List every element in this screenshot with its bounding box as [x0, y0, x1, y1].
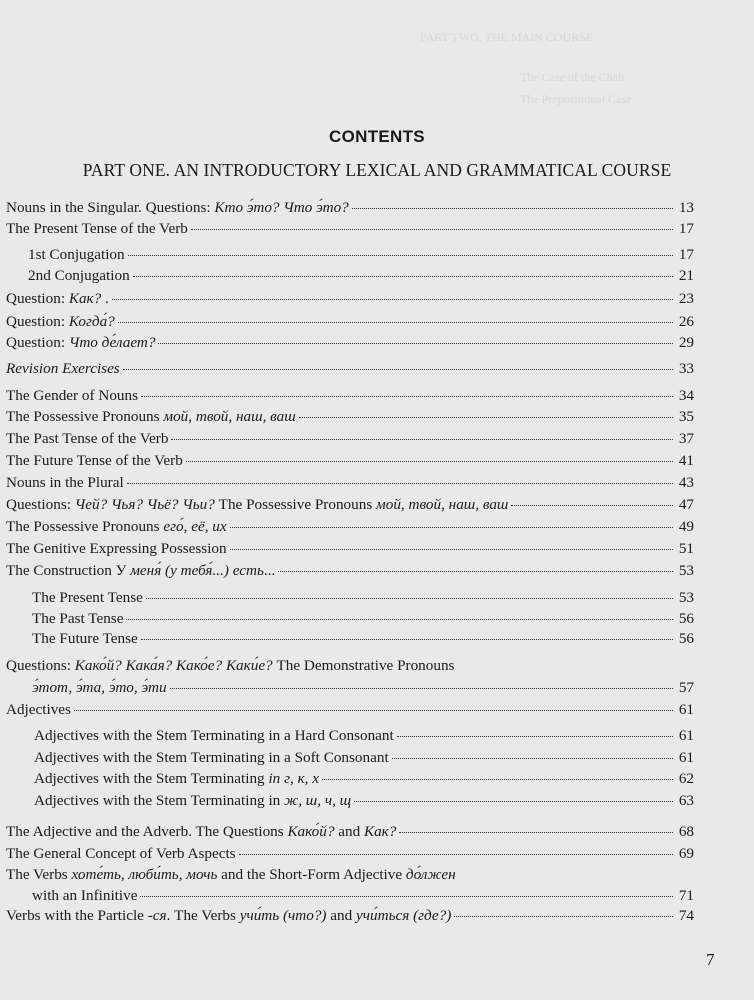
leader-dots	[299, 416, 673, 418]
toc-page-number: 47	[678, 496, 694, 513]
toc-entry-title: Adjectives with the Stem Terminating in a Hard Consonant	[34, 727, 394, 744]
toc-entry-title: The Construction У меня́ (у тебя́...) есть...	[6, 562, 276, 579]
leader-dots	[191, 228, 673, 230]
toc-entry[interactable]	[6, 474, 694, 492]
toc-subentry[interactable]	[34, 770, 694, 788]
toc-page-number: 63	[678, 792, 694, 809]
toc-entry-title: The Genitive Expressing Possession	[6, 540, 227, 557]
leader-dots	[74, 709, 673, 711]
leader-dots	[112, 298, 673, 300]
toc-page-number: 56	[678, 630, 694, 647]
leader-dots	[141, 638, 673, 640]
leader-dots	[239, 853, 673, 855]
toc-entry-title: Questions: Чей? Чья? Чьё? Чьи? The Possessive Pronouns мой, твой, наш, ваш	[6, 496, 509, 513]
toc-page-number: 53	[678, 589, 694, 606]
leader-dots	[128, 254, 673, 256]
toc-page-number: 41	[678, 452, 694, 469]
toc-entry-title: Question: Как? .	[6, 290, 109, 307]
toc-entry[interactable]	[6, 701, 694, 719]
toc-entry[interactable]	[6, 518, 694, 536]
toc-page-number: 26	[678, 313, 694, 330]
toc-page-number: 62	[678, 770, 694, 787]
leader-dots	[454, 915, 673, 917]
toc-page-number: 29	[678, 334, 694, 351]
toc-entry-title: Adjectives	[6, 701, 71, 718]
toc-subentry[interactable]	[28, 246, 694, 264]
toc-page-number: 17	[678, 220, 694, 237]
toc-entry-title: The Present Tense of the Verb	[6, 220, 188, 237]
leader-dots	[230, 526, 673, 528]
leader-dots	[158, 342, 673, 344]
toc-entry[interactable]	[6, 540, 694, 558]
toc-entry-title: The Past Tense	[32, 610, 124, 627]
toc-entry[interactable]	[6, 199, 694, 217]
toc-page-number: 53	[678, 562, 694, 579]
leader-dots	[397, 735, 673, 737]
toc-page-number: 33	[678, 360, 694, 377]
toc-subentry[interactable]	[34, 749, 694, 767]
toc-entry-title: Question: Что де́лает?	[6, 334, 156, 351]
toc-page-number: 68	[678, 823, 694, 840]
toc-entry-title: Adjectives with the Stem Terminating in ж, ш, ч, щ	[34, 792, 352, 809]
toc-entry[interactable]	[6, 907, 694, 925]
toc-subentry[interactable]	[34, 792, 694, 810]
toc-entry-title: The Past Tense of the Verb	[6, 430, 169, 447]
toc-page-number: 37	[678, 430, 694, 447]
bleed-through-line: The Case of the Chair	[520, 70, 626, 84]
toc-entry-title: The General Concept of Verb Aspects	[6, 845, 236, 862]
leader-dots	[170, 687, 673, 689]
toc-page-number: 34	[678, 387, 694, 404]
leader-dots	[354, 800, 673, 802]
toc-page-number: 61	[678, 749, 694, 766]
toc-entry-title: 1st Conjugation	[28, 246, 125, 263]
toc-entry-title: The Gender of Nouns	[6, 387, 139, 404]
toc-entry-title: Question: Когда́?	[6, 313, 115, 330]
toc-page-number: 13	[678, 199, 694, 216]
leader-dots	[123, 368, 673, 370]
toc-page-number: 69	[678, 845, 694, 862]
toc-entry-title: The Adjective and the Adverb. The Questions Како́й? and Как?	[6, 823, 397, 840]
toc-entry-title: э́тот, э́та, э́то, э́ти	[32, 679, 167, 696]
toc-page-number: 21	[678, 267, 694, 284]
toc-entry-title: The Future Tense	[32, 630, 138, 647]
toc-page-number: 51	[678, 540, 694, 557]
leader-dots	[278, 570, 673, 572]
toc-subentry[interactable]	[34, 727, 694, 745]
toc-subentry[interactable]	[32, 630, 694, 648]
toc-entry[interactable]	[6, 408, 694, 426]
leader-dots	[140, 895, 673, 897]
toc-entry-title: Nouns in the Singular. Questions: Кто э́то? Что э́то?	[6, 199, 349, 216]
toc-page-number: 43	[678, 474, 694, 491]
toc-page-number: 17	[678, 246, 694, 263]
toc-page-number: 56	[678, 610, 694, 627]
toc-entry-title: The Present Tense	[32, 589, 143, 606]
toc-page-number: 49	[678, 518, 694, 535]
toc-subentry[interactable]	[32, 589, 694, 607]
toc-page-number: 61	[678, 727, 694, 744]
bleed-through-line: The Prepositional Case	[520, 92, 632, 106]
toc-entry-title[interactable]: Questions: Како́й? Кака́я? Како́е? Каки́е? The Demonstrative Pronouns	[6, 657, 455, 674]
toc-page-number: 57	[678, 679, 694, 696]
leader-dots	[511, 504, 673, 506]
toc-entry[interactable]	[6, 823, 694, 841]
toc-entry-title: The Possessive Pronouns его́, её, их	[6, 518, 227, 535]
toc-entry[interactable]	[6, 290, 694, 308]
leader-dots	[322, 778, 673, 780]
toc-page-number: 23	[678, 290, 694, 307]
page-title: CONTENTS	[329, 127, 425, 146]
toc-entry-title: The Possessive Pronouns мой, твой, наш, ваш	[6, 408, 296, 425]
toc-entry[interactable]	[6, 360, 694, 378]
leader-dots	[171, 438, 673, 440]
page-number: 7	[706, 950, 715, 969]
toc-entry[interactable]	[6, 496, 694, 514]
toc-entry[interactable]	[6, 334, 694, 352]
toc-entry-title: 2nd Conjugation	[28, 267, 130, 284]
leader-dots	[126, 618, 673, 620]
leader-dots	[127, 482, 673, 484]
leader-dots	[352, 207, 673, 209]
toc-entry-continuation[interactable]	[32, 679, 694, 697]
toc-entry[interactable]	[6, 430, 694, 448]
toc-entry-title: Nouns in the Plural	[6, 474, 124, 491]
toc-entry[interactable]	[6, 387, 694, 405]
leader-dots	[392, 757, 673, 759]
toc-page-number: 74	[678, 907, 694, 924]
toc-entry[interactable]	[6, 562, 694, 580]
leader-dots	[141, 395, 673, 397]
leader-dots	[133, 275, 673, 277]
leader-dots	[230, 548, 673, 550]
toc-entry-title: Verbs with the Particle -ся. The Verbs учи́ть (что?) and учи́ться (где?)	[6, 907, 452, 924]
part-title: PART ONE. AN INTRODUCTORY LEXICAL AND GRAMMATICAL COURSE	[82, 160, 672, 180]
toc-entry-title[interactable]: The Verbs хоте́ть, люби́ть, мочь and the Short-Form Adjective до́лжен	[6, 866, 456, 883]
toc-entry-title: with an Infinitive	[32, 887, 138, 904]
toc-entry-title: Adjectives with the Stem Terminating in г, к, х	[34, 770, 320, 787]
toc-subentry[interactable]	[32, 610, 694, 628]
leader-dots	[118, 321, 673, 323]
leader-dots	[146, 597, 673, 599]
leader-dots	[186, 460, 673, 462]
toc-page-number: 71	[678, 887, 694, 904]
leader-dots	[399, 831, 673, 833]
toc-page-number: 61	[678, 701, 694, 718]
toc-entry[interactable]	[6, 452, 694, 470]
toc-entry[interactable]	[6, 220, 694, 238]
toc-subentry[interactable]	[28, 267, 694, 285]
toc-entry-title: Revision Exercises	[6, 360, 120, 377]
toc-page-number: 35	[678, 408, 694, 425]
toc-entry[interactable]	[6, 845, 694, 863]
toc-entry-title: The Future Tense of the Verb	[6, 452, 183, 469]
toc-entry-title: Adjectives with the Stem Terminating in a Soft Consonant	[34, 749, 389, 766]
toc-entry[interactable]	[6, 313, 694, 331]
bleed-through-heading: PART TWO. THE MAIN COURSE	[420, 30, 594, 44]
toc-entry-continuation[interactable]	[32, 887, 694, 905]
